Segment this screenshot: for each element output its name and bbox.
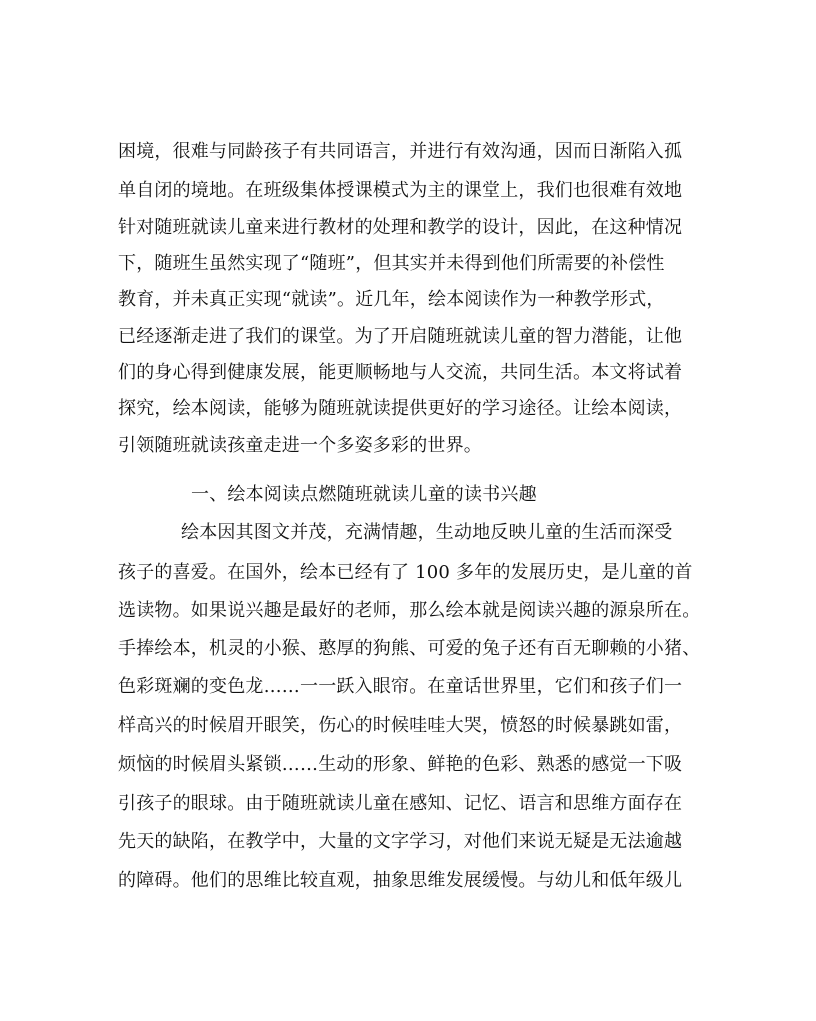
paragraph-line: 教育，并未真正实现“就读”。近几年，绘本阅读作为一种教学形式， [118, 289, 665, 310]
paragraph-line: 手捧绘本，机灵的小猴、憨厚的狗熊、可爱的兔子还有百无聊赖的小猪、 [118, 638, 700, 659]
paragraph-line: 引领随班就读孩童走进一个多姿多彩的世界。 [118, 435, 482, 456]
paragraph-line: 下，随班生虽然实现了“随班”，但其实并未得到他们所需要的补偿性 [118, 253, 665, 274]
paragraph-line: 已经逐渐走进了我们的课堂。为了开启随班就读儿童的智力潜能，让他 [118, 326, 683, 347]
paragraph-line: 烦恼的时候眉头紧锁……生动的形象、鲜艳的色彩、熟悉的感觉一下吸 [118, 754, 683, 775]
paragraph-line: 引孩子的眼球。由于随班就读儿童在感知、记忆、语言和思维方面存在 [118, 793, 683, 814]
paragraph-line: 的障碍。他们的思维比较直观，抽象思维发展缓慢。与幼儿和低年级儿 [118, 870, 683, 891]
paragraph-line: 样高兴的时候眉开眼笑，伤心的时候哇哇大哭，愤怒的时候暴跳如雷， [118, 715, 683, 736]
paragraph-line: 绘本因其图文并茂，充满情趣，生动地反映儿童的生活而深受 [181, 522, 673, 543]
section-heading: 一、绘本阅读点燃随班就读儿童的读书兴趣 [191, 484, 537, 505]
paragraph-line: 针对随班就读儿童来进行教材的处理和教学的设计，因此，在这种情况 [118, 217, 683, 238]
paragraph-line: 色彩斑斓的变色龙……一一跃入眼帘。在童话世界里，它们和孩子们一 [118, 676, 683, 697]
paragraph-line: 探究，绘本阅读，能够为随班就读提供更好的学习途径。让绘本阅读， [118, 398, 683, 419]
paragraph-line: 单自闭的境地。在班级集体授课模式为主的课堂上，我们也很难有效地 [118, 180, 683, 201]
paragraph-line: 选读物。如果说兴趣是最好的老师，那么绘本就是阅读兴趣的源泉所在。 [118, 600, 700, 621]
paragraph-line: 孩子的喜爱。在国外，绘本已经有了 100 多年的发展历史，是儿童的首 [118, 562, 693, 583]
paragraph-line: 们的身心得到健康发展，能更顺畅地与人交流，共同生活。本文将试着 [118, 362, 683, 383]
paragraph-line: 先天的缺陷，在教学中，大量的文字学习，对他们来说无疑是无法逾越 [118, 831, 683, 852]
paragraph-line: 困境，很难与同龄孩子有共同语言，并进行有效沟通，因而日渐陷入孤 [118, 141, 683, 162]
